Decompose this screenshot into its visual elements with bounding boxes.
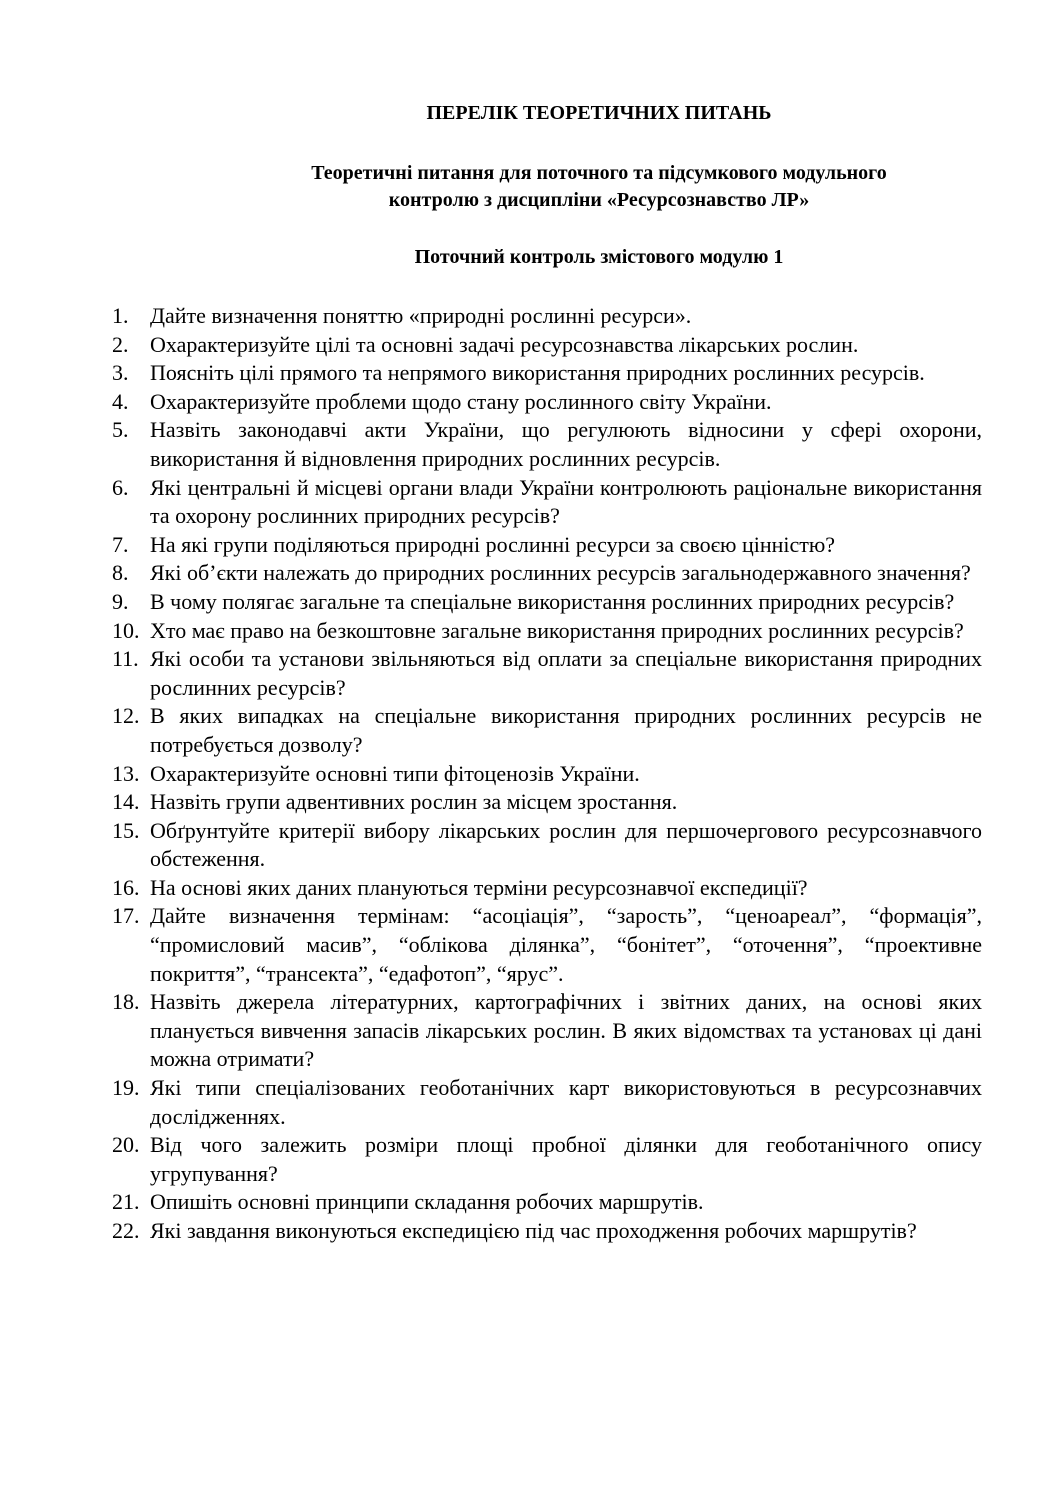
question-number: 22. bbox=[112, 1218, 140, 1243]
subtitle-line-2: контролю з дисципліни «Ресурсознавство ЛР» bbox=[388, 189, 810, 211]
question-text: Назвіть джерела літературних, картографічних і звітних даних, на основі яких планується вивчення запасів лікарських рослин. В яких відомствах та установах ці дані можна отримати? bbox=[150, 989, 982, 1072]
question-number: 15. bbox=[112, 817, 140, 843]
question-text: В яких випадках на спеціальне використання природних рослинних ресурсів не потребується дозволу? bbox=[150, 703, 982, 757]
question-item bbox=[112, 588, 982, 617]
question-item bbox=[112, 559, 982, 588]
question-text: Які завдання виконуються експедицією під час проходження робочих маршрутів? bbox=[150, 1218, 917, 1243]
question-item bbox=[112, 302, 982, 331]
question-text: Дайте визначення термінам: “асоціація”, “зарость”, “ценоареал”, “формація”, “промисловий масив”, “облікова ділянка”, “бонітет”, “оточення”, “проективне покриття”, “трансекта”, “едафотоп”, “ярус”. bbox=[150, 903, 982, 986]
question-number: 5. bbox=[112, 417, 129, 443]
question-number: 12. bbox=[112, 703, 140, 729]
subtitle-line-1: Теоретичні питання для поточного та підсумкового модульного bbox=[311, 162, 887, 184]
question-item bbox=[112, 760, 982, 789]
question-text: Які типи спеціалізованих геоботанічних карт використовуються в ресурсознавчих дослідженнях. bbox=[150, 1075, 982, 1129]
question-number: 20. bbox=[112, 1132, 140, 1158]
question-number: 21. bbox=[112, 1189, 140, 1215]
question-number: 3. bbox=[112, 360, 129, 386]
question-text: На які групи поділяються природні рослинні ресурси за своєю цінністю? bbox=[150, 531, 836, 557]
question-number: 9. bbox=[112, 588, 129, 614]
question-text: Які об’єкти належать до природних рослинних ресурсів загальнодержавного значення? bbox=[150, 560, 971, 586]
question-number: 8. bbox=[112, 560, 129, 586]
question-text: Охарактеризуйте проблеми щодо стану рослинного світу України. bbox=[150, 388, 772, 414]
question-item bbox=[112, 474, 982, 531]
question-item bbox=[112, 1074, 982, 1131]
section-title: Поточний контроль змістового модулю 1 bbox=[414, 246, 784, 268]
question-item bbox=[112, 331, 982, 360]
question-number: 2. bbox=[112, 331, 129, 357]
question-item bbox=[112, 988, 982, 1074]
question-item bbox=[112, 1131, 982, 1188]
question-number: 13. bbox=[112, 760, 140, 786]
question-text: Хто має право на безкоштовне загальне використання природних рослинних ресурсів? bbox=[150, 617, 964, 643]
question-item bbox=[112, 645, 982, 702]
question-item bbox=[112, 359, 982, 388]
question-text: Які центральні й місцеві органи влади України контролюють раціональне використання та охорону рослинних природних ресурсів? bbox=[150, 474, 982, 529]
document-title: ПЕРЕЛІК ТЕОРЕТИЧНИХ ПИТАНЬ bbox=[426, 102, 772, 124]
question-item bbox=[112, 902, 982, 988]
question-number: 4. bbox=[112, 388, 129, 414]
question-text: Назвіть групи адвентивних рослин за місцем зростання. bbox=[150, 789, 678, 815]
question-item bbox=[112, 817, 982, 874]
question-number: 1. bbox=[112, 303, 129, 328]
question-item bbox=[112, 1188, 982, 1217]
question-text: На основі яких даних плануються терміни ресурсознавчої експедиції? bbox=[150, 874, 808, 900]
question-item bbox=[112, 1217, 982, 1246]
question-text: Від чого залежить розміри площі пробної ділянки для геоботанічного опису угрупування? bbox=[150, 1132, 982, 1186]
question-text: Назвіть законодавчі акти України, що регулюють відносини у сфері охорони, використання й відновлення природних рослинних ресурсів. bbox=[150, 417, 982, 471]
question-text: Які особи та установи звільняються від оплати за спеціальне використання природних рослинних ресурсів? bbox=[150, 646, 982, 700]
question-item bbox=[112, 702, 982, 759]
question-item bbox=[112, 874, 982, 903]
question-text: Охарактеризуйте цілі та основні задачі ресурсознавства лікарських рослин. bbox=[150, 331, 859, 357]
question-text: В чому полягає загальне та спеціальне використання рослинних природних ресурсів? bbox=[150, 588, 955, 614]
question-number: 16. bbox=[112, 874, 140, 900]
question-item bbox=[112, 531, 982, 560]
question-number: 19. bbox=[112, 1075, 140, 1101]
question-item bbox=[112, 388, 982, 417]
question-number: 10. bbox=[112, 617, 140, 643]
question-text: Обґрунтуйте критерії вибору лікарських рослин для першочергового ресурсознавчого обстеження. bbox=[150, 817, 982, 872]
question-number: 7. bbox=[112, 531, 129, 557]
question-number: 11. bbox=[112, 646, 139, 672]
question-text: Охарактеризуйте основні типи фітоценозів України. bbox=[150, 760, 640, 786]
question-number: 6. bbox=[112, 474, 129, 500]
question-text: Дайте визначення поняттю «природні рослинні ресурси». bbox=[150, 303, 692, 328]
question-number: 18. bbox=[112, 989, 140, 1015]
document-subtitle bbox=[0, 160, 1058, 214]
question-text: Поясніть цілі прямого та непрямого використання природних рослинних ресурсів. bbox=[150, 360, 925, 386]
question-text: Опишіть основні принципи складання робочих маршрутів. bbox=[150, 1189, 704, 1215]
question-number: 17. bbox=[112, 903, 140, 929]
question-item bbox=[112, 788, 982, 817]
question-number: 14. bbox=[112, 789, 140, 815]
question-item bbox=[112, 416, 982, 473]
question-list bbox=[112, 302, 982, 1246]
question-item bbox=[112, 617, 982, 646]
